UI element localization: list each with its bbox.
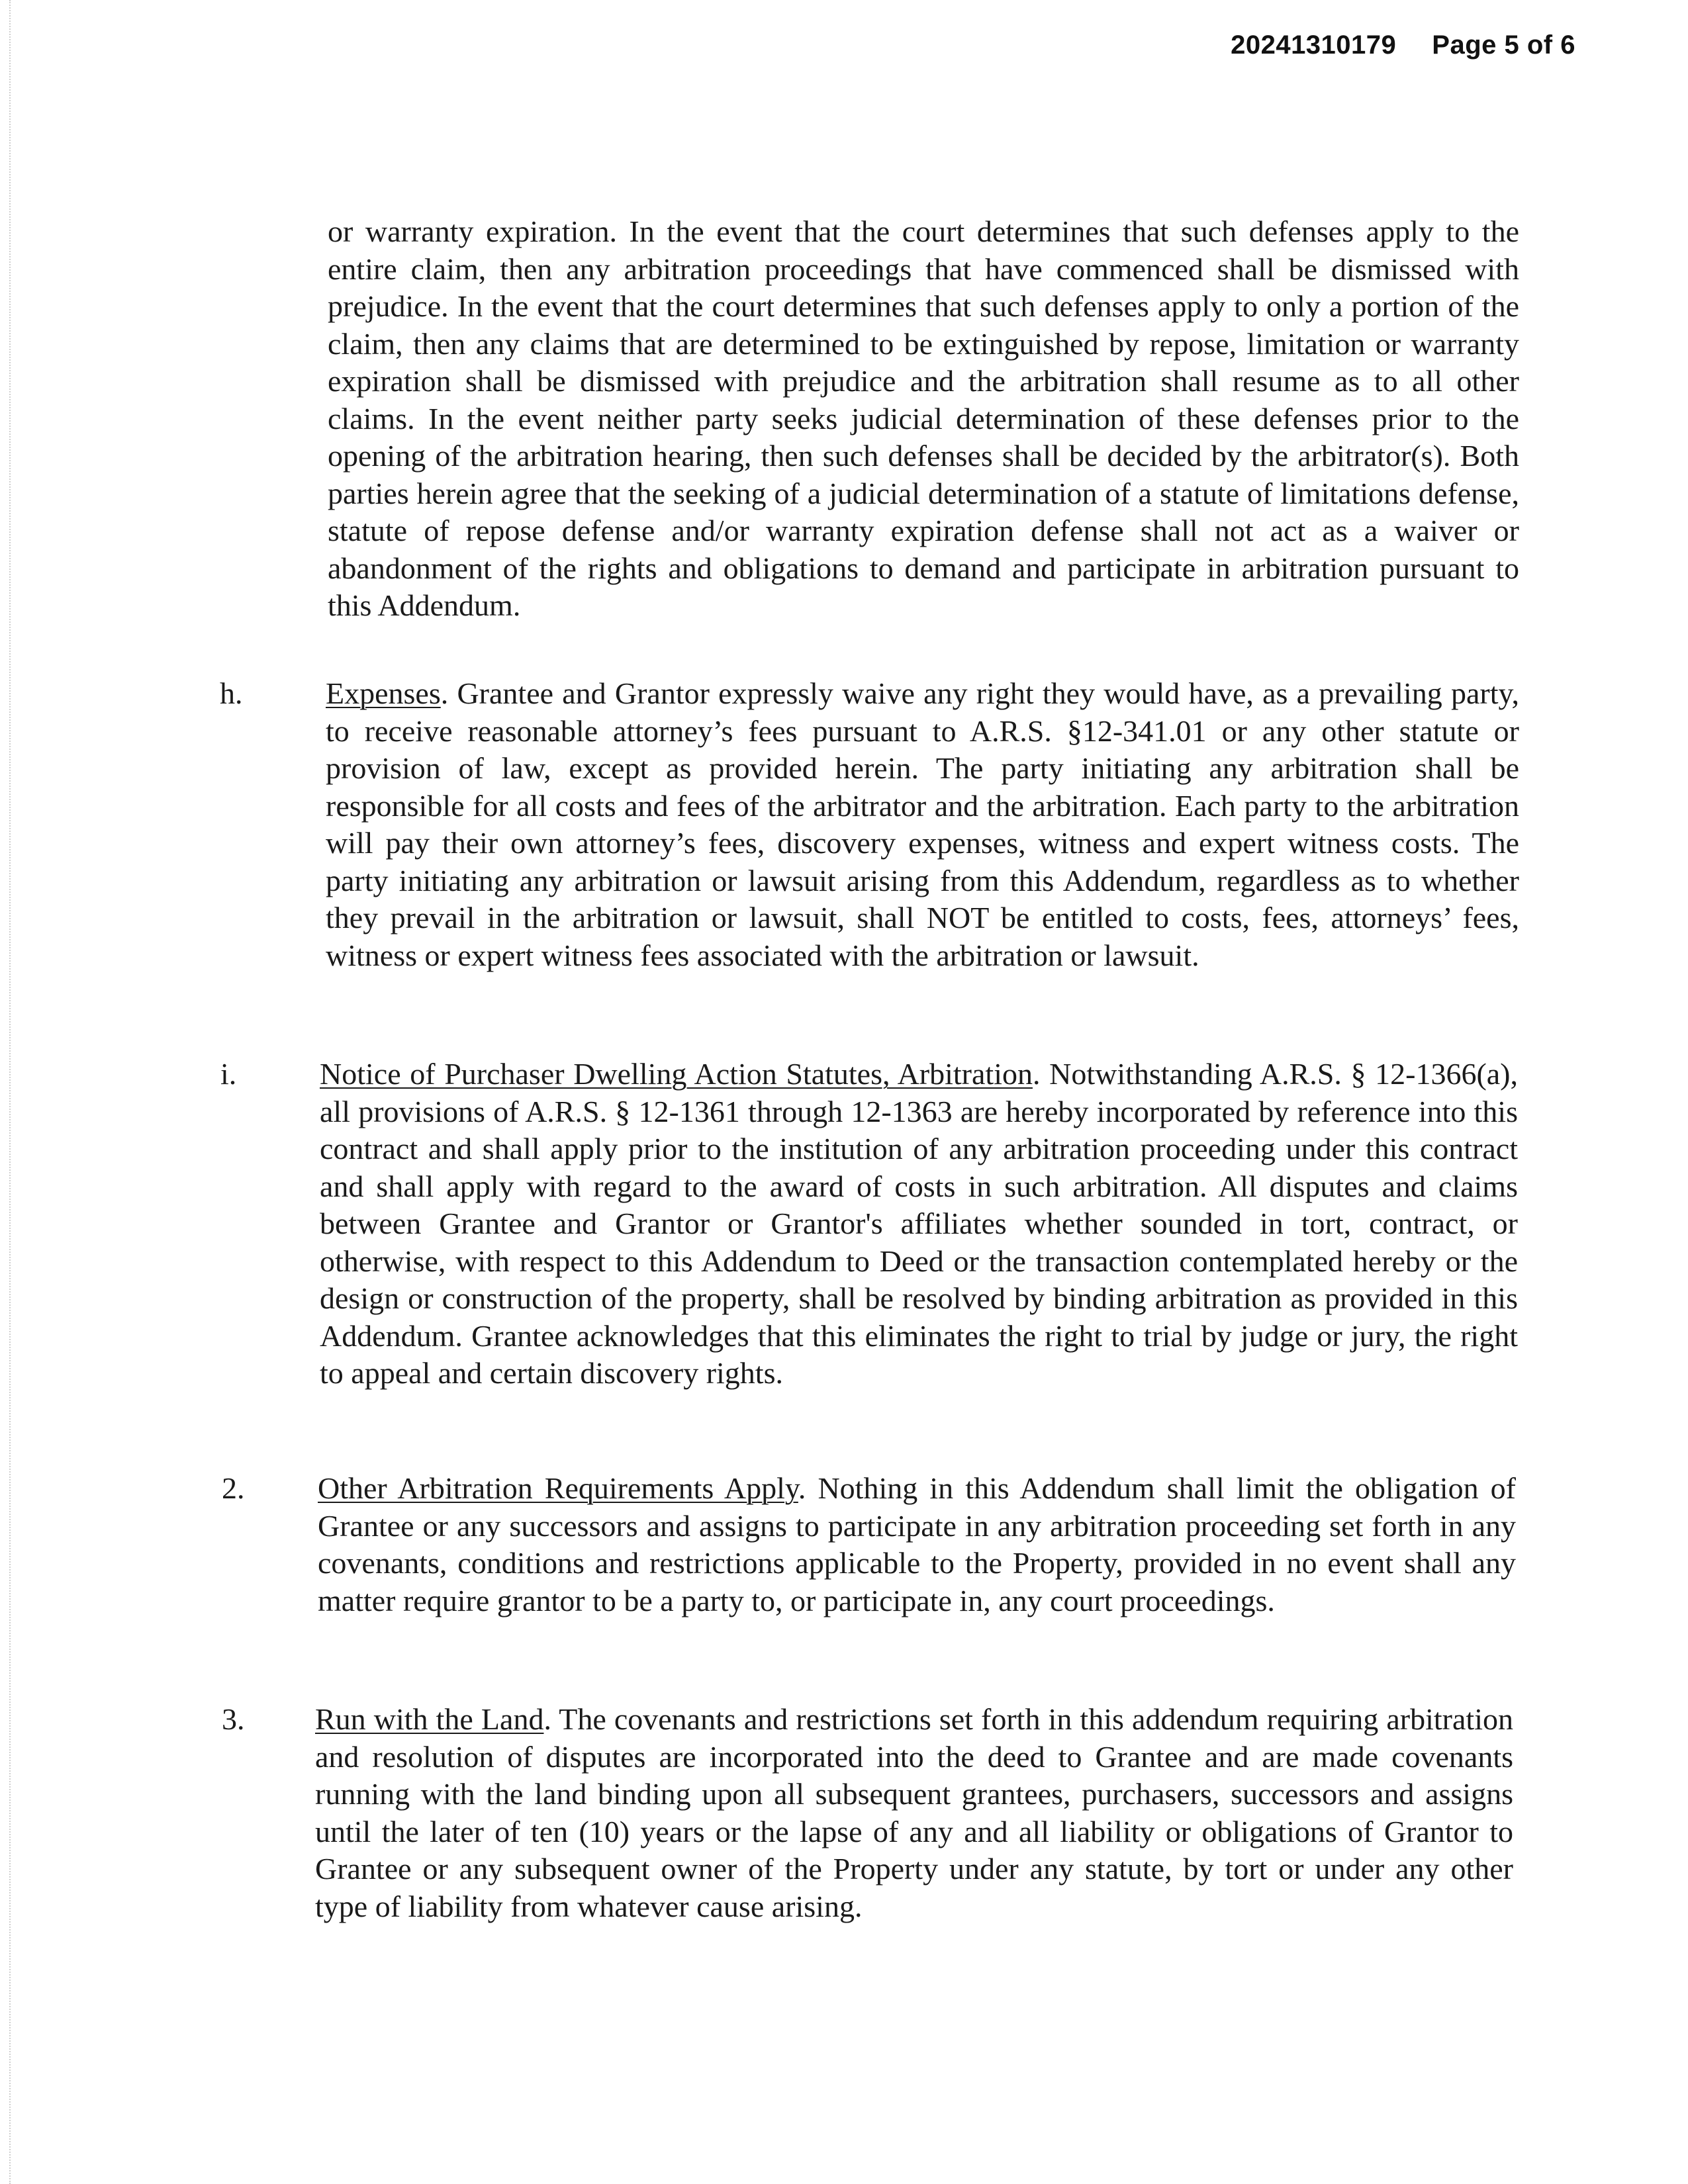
section-heading: Notice of Purchaser Dwelling Action Statutes, Arbitration bbox=[320, 1057, 1033, 1091]
section-marker: 2. bbox=[222, 1471, 245, 1505]
section-marker: h. bbox=[220, 676, 243, 710]
section-2-other-requirements bbox=[222, 1470, 1516, 1619]
section-h-expenses bbox=[220, 675, 1519, 974]
section-3-run-with-land bbox=[222, 1701, 1513, 1925]
section-heading: Other Arbitration Requirements Apply bbox=[318, 1471, 798, 1505]
section-body: . Notwithstanding A.R.S. § 12-1366(a), all provisions of A.R.S. § 12-1361 through 12-1363 are hereby incorporated by reference into this contract and shall apply prior to the institution of any arbitration proceeding under this contract and shall apply with regard to the award of costs in such arbitration. All disputes and claims between Grantee and Grantor or Grantor's affiliates whether sounded in tort, contract, or otherwise, with respect to this Addendum to Deed or the transaction contemplated hereby or the design or construction of the property, shall be resolved by binding arbitration as provided in this Addendum. Grantee acknowledges that this eliminates the right to trial by judge or jury, the right to appeal and certain discovery rights. bbox=[320, 1057, 1518, 1390]
section-marker: i. bbox=[220, 1057, 237, 1091]
section-heading: Run with the Land bbox=[315, 1702, 544, 1736]
section-heading: Expenses bbox=[326, 676, 441, 710]
document-number: 20241310179 bbox=[1231, 30, 1397, 60]
page-number: Page 5 of 6 bbox=[1432, 30, 1575, 60]
page-header bbox=[1231, 30, 1575, 60]
scan-edge-line bbox=[9, 0, 11, 2184]
section-body: . The covenants and restrictions set forth in this addendum requiring arbitration and resolution of disputes are incorporated into the deed to Grantee and are made covenants running with the land binding upon all subsequent grantees, purchasers, successors and assigns until the later of ten (10) years or the lapse of any and all liability or obligations of Grantor to Grantee or any subsequent owner of the Property under any statute, by tort or under any other type of liability from whatever cause arising. bbox=[315, 1702, 1513, 1923]
continued-paragraph bbox=[328, 213, 1519, 625]
section-i-notice bbox=[220, 1056, 1518, 1392]
section-body: . Nothing in this Addendum shall limit the obligation of Grantee or any successors and assigns to participate in any arbitration proceeding set forth in any covenants, conditions and restrictions applicable to the Property, provided in no event shall any matter require grantor to be a party to, or participate in, any court proceedings. bbox=[318, 1471, 1516, 1617]
section-body: . Grantee and Grantor expressly waive any right they would have, as a prevailing party, to receive reasonable attorney’s fees pursuant to A.R.S. §12-341.01 or any other statute or provision of law, except as provided herein. The party initiating any arbitration shall be responsible for all costs and fees of the arbitrator and the arbitration. Each party to the arbitration will pay their own attorney’s fees, discovery expenses, witness and expert witness costs. The party initiating any arbitration or lawsuit arising from this Addendum, regardless as to whether they prevail in the arbitration or lawsuit, shall NOT be entitled to costs, fees, attorneys’ fees, witness or expert witness fees associated with the arbitration or lawsuit. bbox=[326, 676, 1519, 972]
section-marker: 3. bbox=[222, 1702, 245, 1736]
paragraph-text: or warranty expiration. In the event that the court determines that such defenses apply to the entire claim, then any arbitration proceedings that have commenced shall be dismissed with prejudice. In the event that the court determines that such defenses apply to only a portion of the claim, then any claims that are determined to be extinguished by repose, limitation or warranty expiration shall be dismissed with prejudice and the arbitration shall resume as to all other claims. In the event neither party seeks judicial determination of these defenses prior to the opening of the arbitration hearing, then such defenses shall be decided by the arbitrator(s). Both parties herein agree that the seeking of a judicial determination of a statute of limitations defense, statute of repose defense and/or warranty expiration defense shall not act as a waiver or abandonment of the rights and obligations to demand and participate in arbitration pursuant to this Addendum. bbox=[328, 214, 1519, 622]
